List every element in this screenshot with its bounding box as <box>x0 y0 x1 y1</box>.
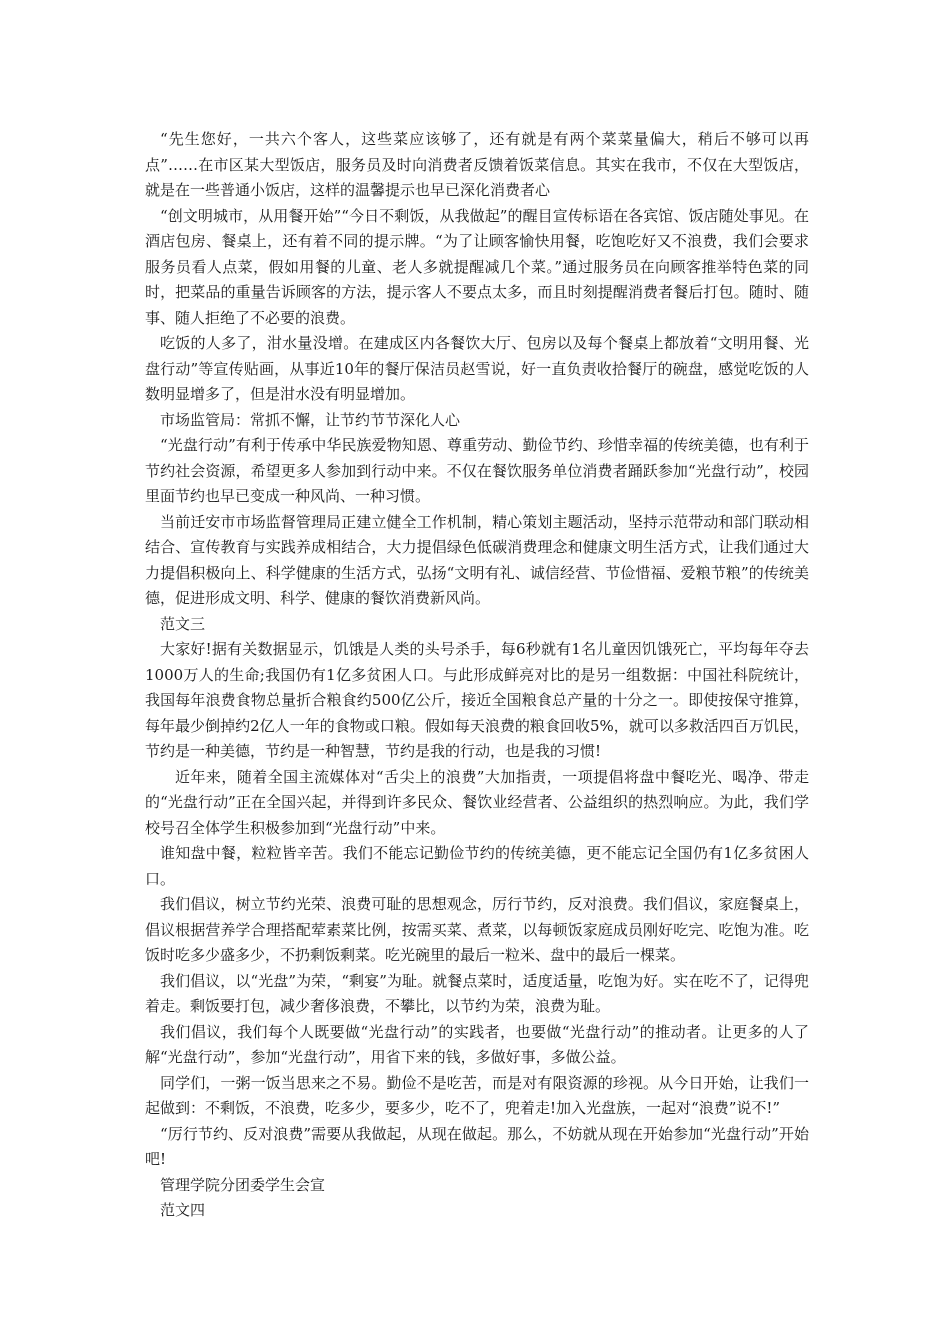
document-body <box>145 127 809 1224</box>
paragraph-slogan: “创文明城市，从用餐开始”“今日不剩饭，从我做起”的醒目宣传标语在各宾馆、饭店随处事见。在酒店包房、餐桌上，还有着不同的提示牌。“为了让顾客愉快用餐，吃饱吃好又不浪费，我们会要求服务员看人点菜，假如用餐的儿童、老人多就提醒减几个菜。”通过服务员在向顾客推举特色菜的同时，把菜品的重量告诉顾客的方法，提示客人不要点太多，而且时刻提醒消费者餐后打包。随时、随事、随人拒绝了不必要的浪费。 <box>145 206 809 327</box>
paragraph-poem: 谁知盘中餐，粒粒皆辛苦。我们不能忘记勤俭节约的传统美德，更不能忘记全国仍有1亿多贫困人口。 <box>145 844 809 888</box>
signature-line: 管理学院分团委学生会宣 <box>160 1175 326 1194</box>
paragraph-students: 同学们，一粥一饭当思来之不易。勤俭不是吃苦，而是对有限资源的珍视。从今日开始，让我们一起做到：不剩饭，不浪费，吃多少，要多少，吃不了，兜着走!加入光盘族，一起对“浪费”说不!” <box>145 1073 809 1117</box>
paragraph-closing: “厉行节约、反对浪费”需要从我做起，从现在做起。那么，不妨就从现在开始参加“光盘行动”开始吧! <box>145 1124 809 1168</box>
paragraph-hunger-data: 大家好!据有关数据显示，饥饿是人类的头号杀手，每6秒就有1名儿童因饥饿死亡，平均每年夺去1000万人的生命;我国仍有1亿多贫困人口。与此形成鲜亮对比的是另一组数据：中国社科院统计，我国每年浪费食物总量折合粮食约500亿公斤，接近全国粮食总产量的十分之一。即使按保守推算，每年最少倒掉约2亿人一年的食物或口粮。假如每天浪费的粮食回收5%，就可以多救活四百万饥民，节约是一种美德，节约是一种智慧，节约是我的行动，也是我的习惯! <box>145 640 809 760</box>
heading-sample-three: 范文三 <box>160 614 206 633</box>
paragraph-proposal-2: 我们倡议，以“光盘”为荣，“剩宴”为耻。就餐点菜时，适度适量，吃饱为好。实在吃不了，记得兜着走。剩饭要打包，减少奢侈浪费，不攀比，以节约为荣，浪费为耻。 <box>145 971 809 1015</box>
paragraph-swill: 吃饭的人多了，泔水量没增。在建成区内各餐饮大厅、包房以及每个餐桌上都放着“文明用餐、光盘行动”等宣传贴画，从事近10年的餐厅保洁员赵雪说，好一直负责收拾餐厅的碗盘，感觉吃饭的人数明显增多了，但是泔水没有明显增加。 <box>145 334 809 403</box>
paragraph-clean-plate: “光盘行动”有利于传承中华民族爱物知恩、尊重劳动、勤俭节约、珍惜幸福的传统美德，也有利于节约社会资源，希望更多人参加到行动中来。不仅在餐饮服务单位消费者踊跃参加“光盘行动”，校园里面节约也早已变成一种风尚、一种习惯。 <box>145 436 809 505</box>
paragraph-proposal-1: 我们倡议，树立节约光荣、浪费可耻的思想观念，厉行节约，反对浪费。我们倡议，家庭餐桌上，倡议根据营养学合理搭配荤素菜比例，按需买菜、煮菜，以每顿饭家庭成员刚好吃完、吃饱为准。吃饭时吃多少盛多少，不扔剩饭剩菜。吃光碗里的最后一粒米、盘中的最后一棵菜。 <box>145 895 809 964</box>
paragraph-intro-quote: “先生您好，一共六个客人，这些菜应该够了，还有就是有两个菜菜量偏大，稍后不够可以再点”……在市区某大型饭店，服务员及时向消费者反馈着饭菜信息。其实在我市，不仅在大型饭店，就是在一些普通小饭店，这样的温馨提示也早已深化消费者心 <box>145 130 809 199</box>
paragraph-recent-years: 近年来，随着全国主流媒体对“舌尖上的浪费”大加指责，一项提倡将盘中餐吃光、喝净、带走的“光盘行动”正在全国兴起，并得到许多民众、餐饮业经营者、公益组织的热烈响应。为此，我们学校号召全体学生积极参加到“光盘行动”中来。 <box>145 767 809 837</box>
section-heading-market: 市场监管局：常抓不懈，让节约节节深化人心 <box>160 410 461 429</box>
heading-sample-four: 范文四 <box>160 1201 206 1219</box>
paragraph-bureau: 当前迁安市市场监督管理局正建立健全工作机制，精心策划主题活动，坚持示范带动和部门联动相结合、宣传教育与实践养成相结合，大力提倡绿色低碳消费理念和健康文明生活方式，让我们通过大力提倡积极向上、科学健康的生活方式，弘扬“文明有礼、诚信经营、节俭惜福、爱粮节粮”的传统美德，促进形成文明、科学、健康的餐饮消费新风尚。 <box>145 512 809 607</box>
paragraph-proposal-3: 我们倡议，我们每个人既要做“光盘行动”的实践者，也要做“光盘行动”的推动者。让更多的人了解“光盘行动”，参加“光盘行动”，用省下来的钱，多做好事，多做公益。 <box>145 1022 809 1066</box>
